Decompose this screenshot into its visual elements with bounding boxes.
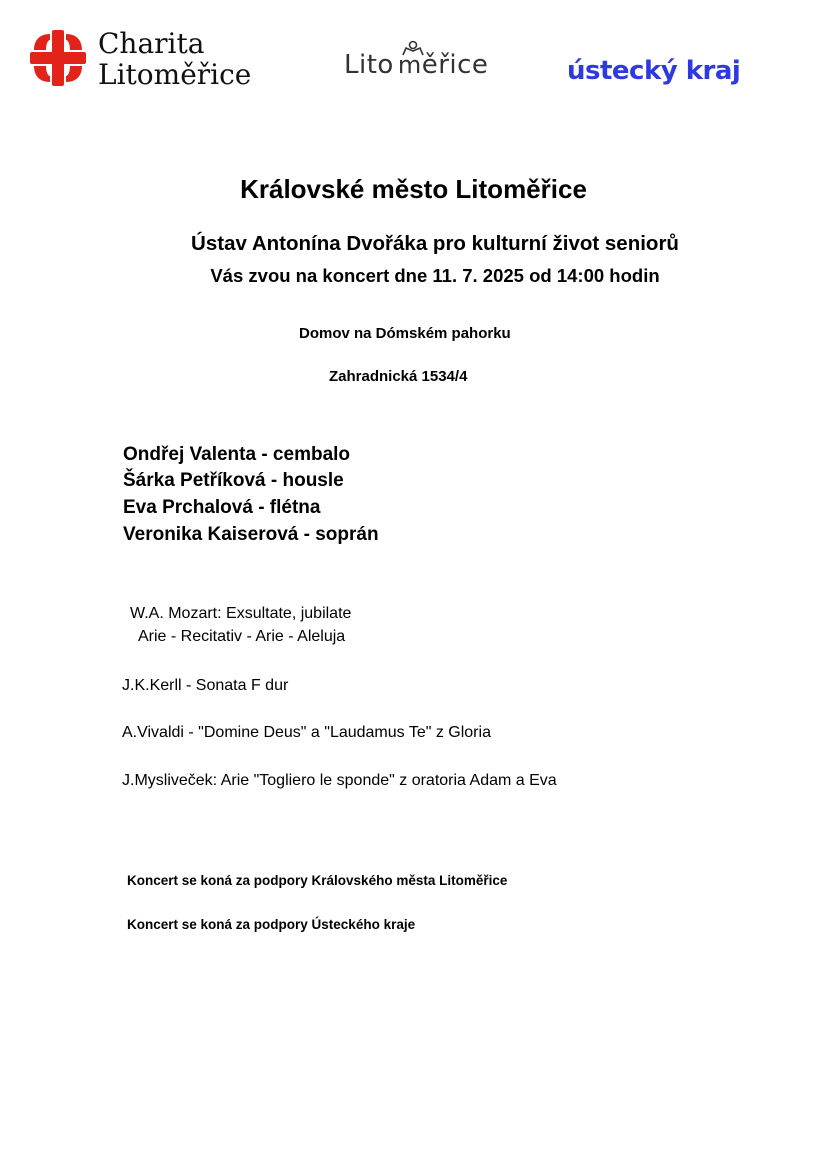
program-item: A.Vivaldi - "Domine Deus" a "Laudamus Te" z Gloria (122, 724, 491, 741)
performer-item: Šárka Petříková - housle (123, 470, 344, 491)
page-title: Královské město Litoměřice (240, 174, 587, 204)
litomerice-logo-part2: ěřice (421, 50, 489, 80)
litomerice-logo: Lito měřice (344, 50, 488, 80)
program-item: J.Mysliveček: Arie "Togliero le sponde" z oratoria Adam a Eva (122, 772, 557, 789)
invitation-line: Vás zvou na koncert dne 11. 7. 2025 od 14:00 hodin (210, 265, 660, 286)
charita-logo (28, 28, 268, 94)
charita-cross-icon (28, 28, 88, 88)
performer-item: Eva Prchalová - flétna (123, 497, 321, 518)
performer-item: Veronika Kaiserová - soprán (123, 524, 379, 545)
support-note: Koncert se koná za podpory Královského města Litoměřice (127, 873, 508, 888)
program-item: J.K.Kerll - Sonata F dur (122, 677, 289, 694)
ustecky-kraj-logo: ústecký kraj (567, 56, 741, 86)
program-item: W.A. Mozart: Exsultate, jubilate (130, 605, 352, 622)
litomerice-logo-part1: Lito (344, 50, 394, 80)
crown-icon (400, 40, 426, 56)
performer-item: Ondřej Valenta - cembalo (123, 444, 351, 465)
subtitle: Ústav Antonína Dvořáka pro kulturní život seniorů (191, 232, 679, 255)
charita-logo-line1: Charita (98, 27, 205, 60)
support-note: Koncert se koná za podpory Ústeckého kraje (127, 917, 416, 932)
venue-address: Zahradnická 1534/4 (329, 368, 468, 385)
program-item: Arie - Recitativ - Arie - Aleluja (138, 628, 346, 645)
venue-name: Domov na Dómském pahorku (299, 325, 511, 342)
charita-logo-line2: Litoměřice (98, 58, 252, 91)
